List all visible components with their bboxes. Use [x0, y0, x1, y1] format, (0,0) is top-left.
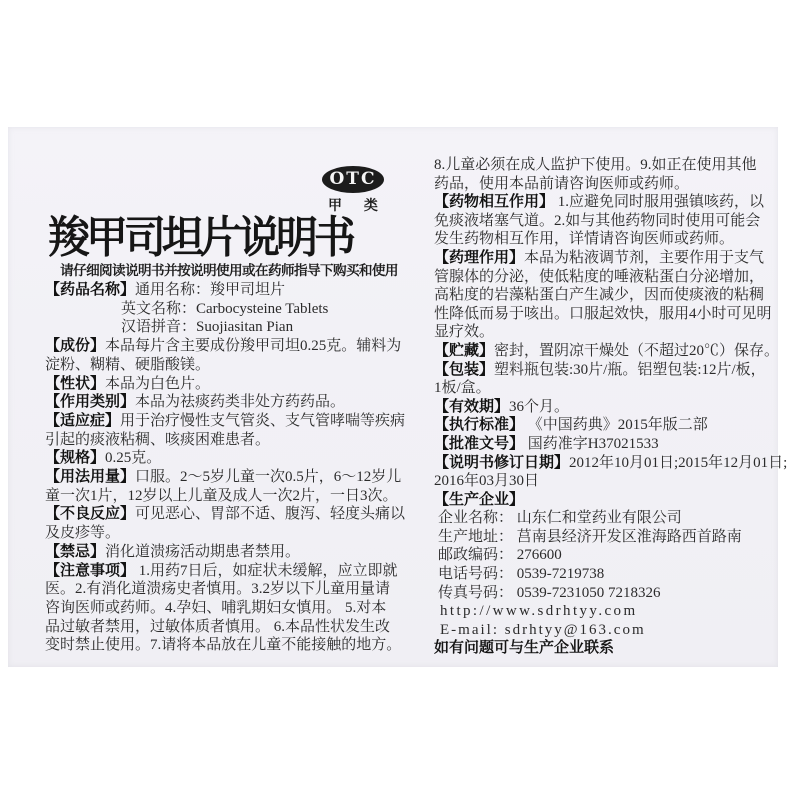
text-line: 引起的痰液粘稠、咳痰困难患者。 [45, 431, 271, 448]
text-line: 药品，使用本品前请咨询医师或药师。 [434, 175, 690, 192]
section-header: 【成份】 [45, 338, 106, 355]
left-column [45, 281, 413, 655]
text-line: 【禁忌】消化道溃疡活动期患者禁用。 [45, 543, 301, 560]
text-line: 管腺体的分泌，使低粘度的唾液粘蛋白分泌增加， [434, 268, 765, 285]
text-line: 【有效期】36个月。 [434, 398, 570, 415]
section-header: 【作用类别】 [45, 394, 136, 411]
text-line: 【作用类别】本品为祛痰药类非处方药药品。 [45, 394, 346, 411]
text-line: 邮政编码： 276600 [438, 547, 562, 564]
text-line: 汉语拼音：Suojiasitan Pian [121, 319, 294, 336]
section-header: 【执行标准】 [434, 417, 525, 434]
section-header: 【适应症】 [45, 412, 121, 429]
text-line: 【药品名称】通用名称：羧甲司坦片 [45, 282, 286, 298]
text-line: 及皮疹等。 [45, 525, 121, 542]
text-line: 发生药物相互作用，详情请咨询医师或药师。 [434, 231, 735, 248]
section-header: 【不良反应】 [45, 506, 136, 523]
text-line: 高粘度的岩藻粘蛋白产生减少，因而使痰液的粘稠 [434, 287, 765, 304]
text-line: 【药理作用】本品为粘液调节剂，主要作用于支气 [434, 249, 765, 266]
text-line: 【说明书修订日期】2012年10月01日;2015年12月01日; [434, 454, 788, 471]
text-line: 【包装】塑料瓶包装:30片/瓶。铝塑包装:12片/板， [434, 361, 766, 378]
section-header: 【注意事项】 [45, 562, 136, 579]
text-line: http://www.sdrhtyy.com [440, 603, 638, 620]
text-line: 生产地址： 莒南县经济开发区淮海路西首路南 [438, 528, 742, 545]
text-line: 【用法用量】口服。2～5岁儿童一次0.5片，6～12岁儿 [45, 469, 402, 486]
section-header: 【禁忌】 [45, 543, 106, 560]
text-line: 8.儿童必须在成人监护下使用。9.如正在使用其他 [434, 157, 757, 173]
section-header: 【批准文号】 [434, 435, 525, 452]
section-header: 【有效期】 [434, 398, 510, 415]
section-header: 【生产企业】 [434, 491, 525, 508]
text-line: 【注意事项】 1.用药7日后，如症状未缓解，应立即就 [45, 562, 398, 579]
text-line: 【适应症】用于治疗慢性支气管炎、支气管哮喘等疾病 [45, 412, 406, 429]
text-line: 【成份】本品每片含主要成份羧甲司坦0.25克。辅料为 [45, 338, 402, 355]
section-header: 【药品名称】 [45, 282, 136, 298]
text-line: 变时禁止使用。7.请将本品放在儿童不能接触的地方。 [45, 637, 402, 654]
text-line: 显疗效。 [434, 324, 495, 341]
text-line: 如有问题可与生产企业联系 [434, 640, 615, 657]
section-header: 【药物相互作用】 [434, 194, 555, 211]
section-header: 【用法用量】 [45, 469, 136, 486]
text-line: 【规格】0.25克。 [45, 450, 162, 467]
text-line: 咨询医师或药师。4.孕妇、哺乳期妇女慎用。 5.对本 [45, 599, 387, 616]
text-line: 【执行标准】 《中国药典》2015年版二部 [434, 417, 708, 434]
section-header: 【贮藏】 [434, 342, 495, 359]
text-line: 免痰液堵塞气道。2.如与其他药物同时使用可能会 [434, 212, 761, 229]
section-header: 【说明书修订日期】 [434, 454, 570, 471]
read-instructions-subtitle: 请仔细阅读说明书并按说明使用或在药师指导下购买和使用 [60, 263, 398, 278]
package-insert-scan [8, 127, 788, 667]
section-header: 【规格】 [45, 450, 106, 467]
otc-class-label: 甲 类 [328, 197, 387, 213]
section-header: 【性状】 [45, 375, 106, 392]
text-line [434, 491, 780, 510]
text-line: 性降低而易于咳出。口服起效快，服用4小时可见明 [434, 305, 772, 322]
text-line: 电话号码： 0539-7219738 [438, 566, 605, 583]
text-line: 童一次1片，12岁以上儿童及成人一次2片，一日3次。 [45, 487, 398, 504]
text-line: 【药物相互作用】 1.应避免同时服用强镇咳药，以 [434, 194, 765, 211]
text-line: 【性状】本品为白色片。 [45, 375, 211, 392]
otc-logo-text: OTC [329, 169, 377, 189]
text-line: 医。2.有消化道溃疡史者慎用。3.2岁以下儿童用量请 [45, 581, 391, 598]
text-line: 淀粉、糊精、硬脂酸镁。 [45, 356, 211, 373]
text-line: 【批准文号】 国药准字H37021533 [434, 435, 659, 452]
text-line: 2016年03月30日 [434, 473, 540, 490]
text-line: 英文名称：Carbocysteine Tablets [121, 300, 329, 317]
otc-logo-icon [322, 166, 384, 193]
text-line: 【不良反应】可见恶心、胃部不适、腹泻、轻度头痛以 [45, 506, 406, 523]
text-line: 品过敏者禁用，过敏体质者慎用。 6.本品性状发生改 [45, 618, 391, 635]
right-column [434, 156, 788, 658]
text-line: E-mail: sdrhtyy@163.com [440, 621, 646, 638]
section-header: 【包装】 [434, 361, 495, 378]
text-line: 【贮藏】密封，置阴凉干燥处（不超过20℃）保存。 [434, 342, 780, 359]
text-line: 传真号码： 0539-7231050 7218326 [438, 584, 661, 601]
section-header: 【药理作用】 [434, 249, 525, 266]
text-line: 1板/盒。 [434, 380, 491, 397]
text-line: 企业名称： 山东仁和堂药业有限公司 [438, 510, 682, 527]
page-title: 羧甲司坦片说明书 [48, 213, 353, 263]
